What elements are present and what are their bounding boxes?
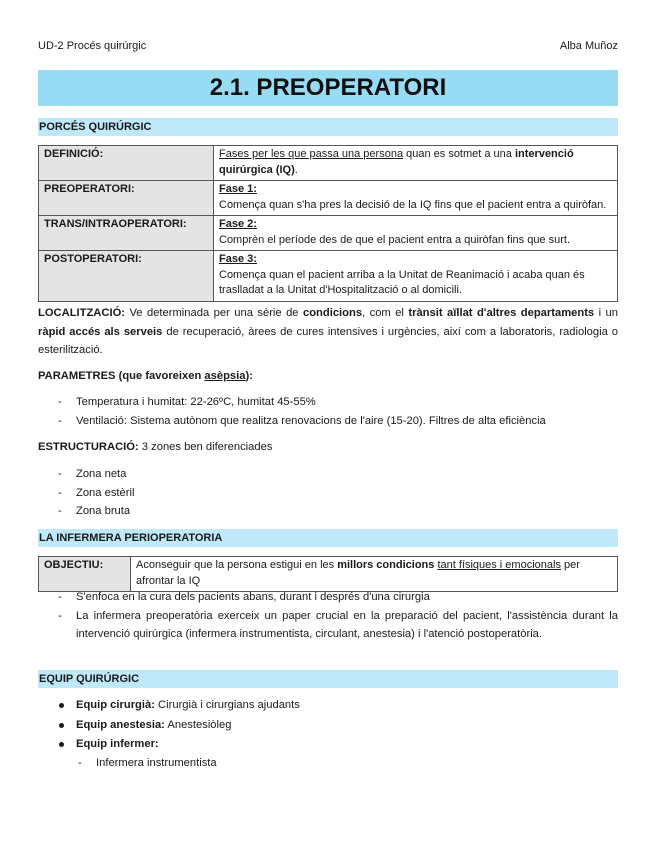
table-value: Fases per les que passa una persona quan es sotmet a una intervenció quirúrgica (IQ). [214,146,618,181]
infermera-list [38,588,618,644]
list-item: Equip cirurgià: Cirurgià i cirurgians ajudants [38,696,618,716]
list-item: Equip infermer: [38,735,618,755]
estructuracio-heading: ESTRUCTURACIÓ: 3 zones ben diferenciades [38,441,273,453]
section-heading-infermera: LA INFERMERA PERIOPERATORIA [38,529,618,547]
list-item: - Zona estèril [38,484,618,503]
list-item: - La infermera preoperatòria exerceix un paper crucial en la preparació del pacient, l'assistència durant la intervenció quirúrgica (infermera instrumentista, circulant, anestesia) i l'atenció postoperatòria. [38,607,618,644]
table-key: OBJECTIU: [39,557,131,592]
table-value: Fase 2: Comprèn el període des de que el pacient entra a quiròfan fins que surt. [214,216,618,251]
parametres-list [38,393,618,430]
table-key: DEFINICIÓ: [39,146,214,181]
objectiu-table [38,556,618,592]
list-item: - Infermera instrumentista [38,754,618,772]
table-row [39,216,618,251]
section-heading-equip: EQUIP QUIRÚRGIC [38,670,618,688]
table-row [39,181,618,216]
equip-list [38,696,618,755]
phases-table [38,145,618,302]
table-row [39,146,618,181]
table-key: PREOPERATORI: [39,181,214,216]
list-item: - Ventilació: Sistema autònom que realitza renovacions de l'aire (15-20). Filtres de alta eficiència [38,412,618,431]
table-value: Fase 3: Comença quan el pacient arriba a la Unitat de Reanimació i acaba quan és traslladat a la Unitat d'Hospitalització o al domicili. [214,251,618,302]
list-item: Equip anestesia: Anestesiòleg [38,716,618,736]
table-key: TRANS/INTRAOPERATORI: [39,216,214,251]
parametres-heading: PARAMETRES (que favoreixen asèpsia): [38,370,253,382]
table-value: Fase 1: Comença quan s'ha pres la decisió de la IQ fins que el pacient entra a quiròfan. [214,181,618,216]
localitzacio-paragraph: LOCALITZACIÓ: Ve determinada per una sèrie de condicions, com el trànsit aïllat d'altres departaments i un ràpid accés als serveis de recuperació, àrees de cures intensives i urgències, així com a laboratoris, radiologia o esterilització. [38,307,618,356]
zones-list [38,465,618,521]
list-item: - Zona neta [38,465,618,484]
list-item: - Zona bruta [38,502,618,521]
list-item: - Temperatura i humitat: 22-26ºC, humitat 45-55% [38,393,618,412]
table-key: POSTOPERATORI: [39,251,214,302]
header-left: UD-2 Procés quirúrgic [38,40,147,52]
page-title: 2.1. PREOPERATORI [38,70,618,106]
header-right: Alba Muñoz [559,40,618,52]
section-heading-proces: PORCÉS QUIRÚRGIC [38,118,618,136]
table-row [39,251,618,302]
table-row [39,557,618,592]
list-item: - S'enfoca en la cura dels pacients abans, durant i després d'una cirurgia [38,588,618,607]
equip-infermer-sublist [38,754,618,772]
table-value: Aconseguir que la persona estigui en les millors condicions tant físiques i emocionals per afrontar la IQ [131,557,618,592]
